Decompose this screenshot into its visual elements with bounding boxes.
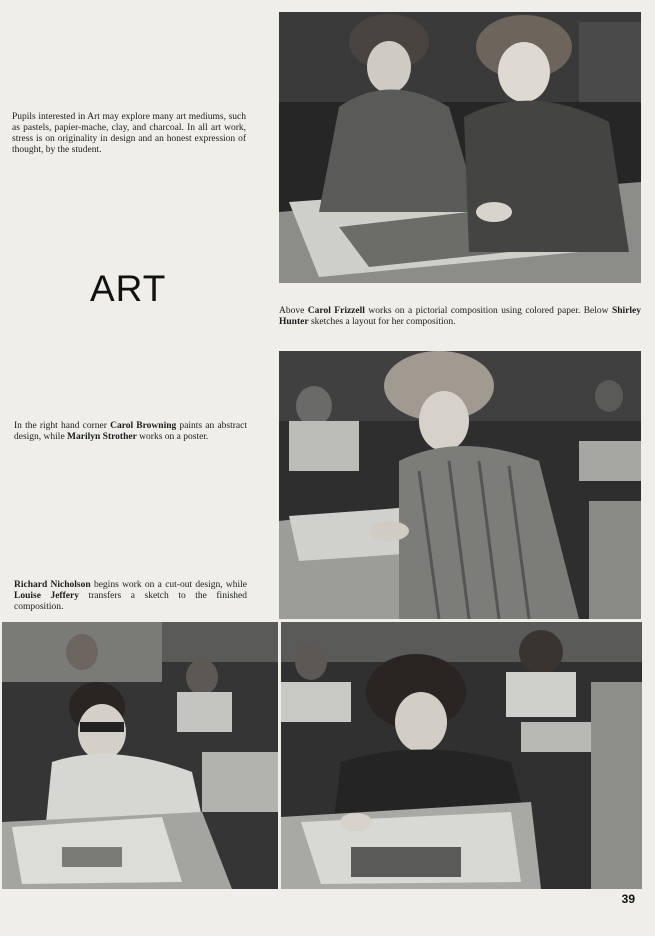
intro-caption: Pupils interested in Art may explore many art mediums, such as pastels, papier-mache, clay, and charcoal. In all art work, stress is on originality in design and an honest expression of thought, by the student.: [12, 112, 246, 155]
photo-louise-jeffery: [281, 622, 642, 889]
page-number: 39: [621, 892, 635, 906]
bottom-caption: Richard Nicholson begins work on a cut-out design, while Louise Jeffery transfers a sketch to the finished composition.: [14, 580, 248, 612]
middle-caption: In the right hand corner Carol Browning paints an abstract design, while Marilyn Strother works on a poster.: [14, 421, 247, 442]
section-title: ART: [90, 268, 167, 309]
top-caption: Above Carol Frizzell works on a pictorial composition using colored paper. Below Shirley Hunter sketches a layout for her composition.: [279, 306, 641, 327]
photo-shirley-hunter: [279, 351, 641, 619]
photo-richard-nicholson: [2, 622, 278, 889]
photo-carol-frizzell: [279, 12, 641, 283]
